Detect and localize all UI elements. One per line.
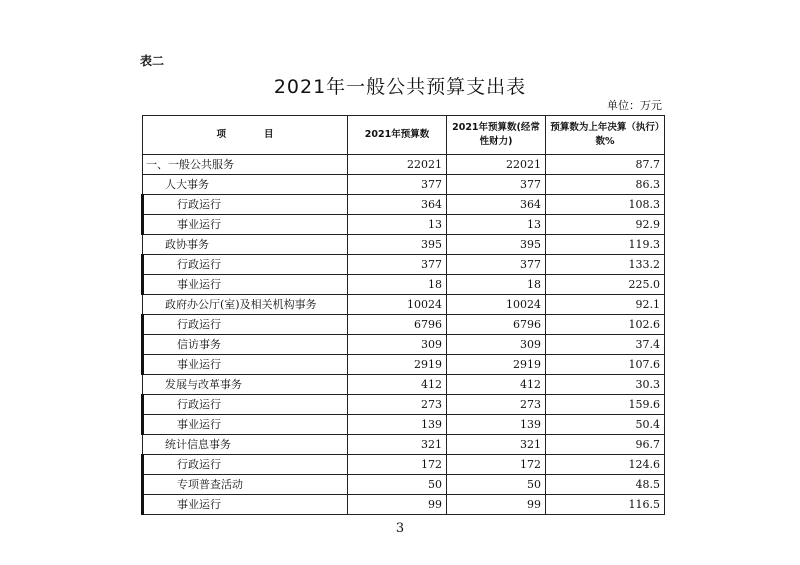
row-budget: 412 xyxy=(348,375,447,395)
row-budget-recurring: 377 xyxy=(447,255,546,275)
row-budget: 99 xyxy=(348,495,447,515)
row-budget-recurring: 273 xyxy=(447,395,546,415)
row-item-name: 行政运行 xyxy=(143,315,348,335)
row-budget: 309 xyxy=(348,335,447,355)
row-budget-recurring: 172 xyxy=(447,455,546,475)
row-item-name: 行政运行 xyxy=(143,395,348,415)
row-item-name: 行政运行 xyxy=(143,195,348,215)
table-row xyxy=(143,235,665,255)
page-title: 2021年一般公共预算支出表 xyxy=(273,76,527,98)
row-ratio: 96.7 xyxy=(546,435,665,455)
budget-table xyxy=(141,115,665,515)
row-budget: 377 xyxy=(348,255,447,275)
row-budget-recurring: 2919 xyxy=(447,355,546,375)
table-row xyxy=(143,335,665,355)
row-budget-recurring: 50 xyxy=(447,475,546,495)
row-item-name: 事业运行 xyxy=(143,495,348,515)
row-ratio: 107.6 xyxy=(546,355,665,375)
row-budget: 50 xyxy=(348,475,447,495)
row-budget-recurring: 139 xyxy=(447,415,546,435)
row-budget: 18 xyxy=(348,275,447,295)
row-budget-recurring: 99 xyxy=(447,495,546,515)
row-item-name: 行政运行 xyxy=(143,255,348,275)
row-budget-recurring: 412 xyxy=(447,375,546,395)
header-ratio: 预算数为上年决算（执行）数% xyxy=(546,116,665,155)
row-ratio: 225.0 xyxy=(546,275,665,295)
row-ratio: 159.6 xyxy=(546,395,665,415)
row-budget: 395 xyxy=(348,235,447,255)
row-budget: 377 xyxy=(348,175,447,195)
row-item-name: 专项普查活动 xyxy=(143,475,348,495)
row-item-name: 信访事务 xyxy=(143,335,348,355)
row-budget: 13 xyxy=(348,215,447,235)
row-budget: 172 xyxy=(348,455,447,475)
row-item-name: 一、一般公共服务 xyxy=(143,155,348,175)
row-budget: 10024 xyxy=(348,295,447,315)
row-ratio: 92.9 xyxy=(546,215,665,235)
row-item-name: 政府办公厅(室)及相关机构事务 xyxy=(143,295,348,315)
header-budget: 2021年预算数 xyxy=(348,116,447,155)
table-label: 表二 xyxy=(140,54,165,68)
table-row xyxy=(143,375,665,395)
row-ratio: 87.7 xyxy=(546,155,665,175)
row-budget-recurring: 309 xyxy=(447,335,546,355)
row-ratio: 86.3 xyxy=(546,175,665,195)
row-budget-recurring: 22021 xyxy=(447,155,546,175)
table-row xyxy=(143,275,665,295)
table-row xyxy=(143,295,665,315)
row-item-name: 人大事务 xyxy=(143,175,348,195)
row-budget: 273 xyxy=(348,395,447,415)
row-ratio: 108.3 xyxy=(546,195,665,215)
row-item-name: 政协事务 xyxy=(143,235,348,255)
row-item-name: 统计信息事务 xyxy=(143,435,348,455)
row-ratio: 48.5 xyxy=(546,475,665,495)
row-item-name: 事业运行 xyxy=(143,355,348,375)
table-row xyxy=(143,455,665,475)
header-item: 项 目 xyxy=(143,116,348,155)
row-budget-recurring: 10024 xyxy=(447,295,546,315)
row-budget-recurring: 364 xyxy=(447,195,546,215)
row-ratio: 37.4 xyxy=(546,335,665,355)
row-budget: 321 xyxy=(348,435,447,455)
table-row xyxy=(143,315,665,335)
table-row xyxy=(143,475,665,495)
table-row xyxy=(143,195,665,215)
row-budget-recurring: 6796 xyxy=(447,315,546,335)
row-ratio: 92.1 xyxy=(546,295,665,315)
row-budget: 364 xyxy=(348,195,447,215)
row-ratio: 119.3 xyxy=(546,235,665,255)
row-ratio: 30.3 xyxy=(546,375,665,395)
table-row xyxy=(143,255,665,275)
row-ratio: 116.5 xyxy=(546,495,665,515)
row-budget: 6796 xyxy=(348,315,447,335)
row-item-name: 事业运行 xyxy=(143,215,348,235)
unit-label: 单位：万元 xyxy=(607,99,662,112)
table-row xyxy=(143,495,665,515)
table-row xyxy=(143,415,665,435)
row-item-name: 行政运行 xyxy=(143,455,348,475)
row-budget-recurring: 377 xyxy=(447,175,546,195)
header-budget-recurring: 2021年预算数(经常性财力) xyxy=(447,116,546,155)
page-number: 3 xyxy=(395,521,405,536)
table-row xyxy=(143,435,665,455)
row-item-name: 事业运行 xyxy=(143,415,348,435)
table-row xyxy=(143,175,665,195)
table-row xyxy=(143,395,665,415)
row-budget-recurring: 321 xyxy=(447,435,546,455)
table-row xyxy=(143,215,665,235)
row-budget: 139 xyxy=(348,415,447,435)
row-ratio: 102.6 xyxy=(546,315,665,335)
row-ratio: 50.4 xyxy=(546,415,665,435)
table-row xyxy=(143,155,665,175)
row-budget-recurring: 395 xyxy=(447,235,546,255)
row-budget-recurring: 13 xyxy=(447,215,546,235)
row-ratio: 124.6 xyxy=(546,455,665,475)
row-budget: 22021 xyxy=(348,155,447,175)
row-budget: 2919 xyxy=(348,355,447,375)
table-header-row xyxy=(143,116,665,155)
row-budget-recurring: 18 xyxy=(447,275,546,295)
table-row xyxy=(143,355,665,375)
row-item-name: 事业运行 xyxy=(143,275,348,295)
row-ratio: 133.2 xyxy=(546,255,665,275)
row-item-name: 发展与改革事务 xyxy=(143,375,348,395)
table-body xyxy=(143,155,665,515)
